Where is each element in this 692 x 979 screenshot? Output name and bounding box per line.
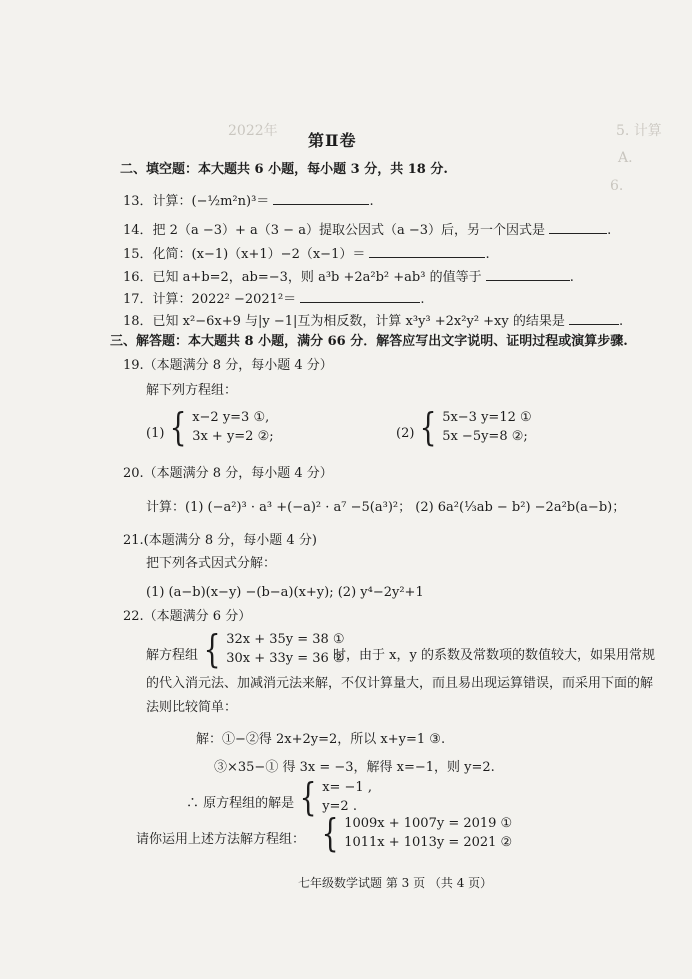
question-22-prefix: 解方程组	[146, 648, 199, 663]
question-15: 15．化简：(x−1)（x+1）−2（x−1）＝ .	[123, 247, 490, 262]
answer-blank-13[interactable]	[273, 192, 369, 205]
question-15-text: 15．化简：(x−1)（x+1）−2（x−1）＝	[123, 247, 366, 262]
equation: 3x + y=2 ②;	[192, 429, 274, 444]
equation: 5x −5y=8 ②;	[442, 429, 528, 444]
page-footer: 七年级数学试题 第 3 页 （共 4 页）	[298, 876, 493, 890]
question-20-body: 计算：(1) (−a²)³ · a³ +(−a)² · a⁷ −5(a³)²； (2) 6a²(⅓ab − b²) −2a²b(a−b)；	[146, 500, 626, 515]
question-19-heading: 19.（本题满分 8 分，每小题 4 分）	[123, 358, 333, 373]
bleed-through-a: A.	[618, 150, 633, 166]
answer-blank-15[interactable]	[369, 245, 485, 258]
brace-icon: {	[169, 405, 187, 449]
question-22-heading: 22.（本题满分 6 分）	[123, 609, 252, 624]
question-19-part1-label: (1)	[146, 426, 165, 441]
question-22-system	[200, 627, 345, 671]
question-22-tail: 时，由于 x，y 的系数及常数项的数值较大，如果用常规	[333, 648, 655, 663]
question-19-part2-label: (2)	[396, 426, 415, 441]
question-19-part1-system	[166, 405, 274, 449]
brace-icon: {	[203, 627, 221, 671]
question-14-text: 14．把 2（a −3）+ a（3 − a）提取公因式（a −3）后，另一个因式是	[123, 223, 545, 238]
answer-blank-16[interactable]	[486, 268, 570, 281]
question-17: 17．计算：2022² −2021²＝ .	[123, 292, 425, 307]
answer-blank-14[interactable]	[549, 221, 607, 234]
section-answer-heading: 三、解答题：本大题共 8 小题，满分 66 分．解答应写出文字说明、证明过程或演算步骤.	[110, 334, 628, 349]
answer-blank-17[interactable]	[300, 290, 420, 303]
answer-blank-18[interactable]	[569, 312, 619, 325]
equation: x−2 y=3 ①,	[192, 410, 270, 425]
question-21-heading: 21.(本题满分 8 分，每小题 4 分)	[123, 533, 317, 548]
equation: 30x + 33y = 36 ②	[226, 651, 345, 666]
question-16: 16．已知 a+b=2，ab=−3，则 a³b +2a²b² +ab³ 的值等于 .	[123, 270, 574, 285]
question-16-text: 16．已知 a+b=2，ab=−3，则 a³b +2a²b² +ab³ 的值等于	[123, 270, 482, 285]
bleed-through-header: 2022年	[228, 123, 278, 139]
equation: 1009x + 1007y = 2019 ①	[344, 816, 513, 831]
bleed-through-q6: 6.	[610, 178, 624, 194]
question-18-text: 18．已知 x²−6x+9 与|y −1|互为相反数，计算 x³y³ +2x²y² +xy 的结果是	[123, 314, 565, 329]
brace-icon: {	[419, 405, 437, 449]
question-20-heading: 20.（本题满分 8 分，每小题 4 分）	[123, 466, 333, 481]
question-22-line2: 的代入消元法、加减消元法来解，不仅计算量大，而且易出现运算错误，而采用下面的解	[146, 676, 654, 691]
page-title: 第Ⅱ卷	[308, 131, 357, 150]
equation: x= −1 ,	[322, 780, 372, 795]
equation: y=2 .	[322, 799, 357, 814]
question-21-instruction: 把下列各式因式分解：	[146, 556, 277, 571]
question-22-line3: 法则比较简单：	[146, 700, 238, 715]
brace-icon: {	[321, 811, 339, 855]
question-19-instruction: 解下列方程组：	[146, 383, 238, 398]
question-17-text: 17．计算：2022² −2021²＝	[123, 292, 297, 307]
equation: 5x−3 y=12 ①	[442, 410, 532, 425]
solution-step-1: 解：①−②得 2x+2y=2，所以 x+y=1 ③.	[196, 732, 446, 747]
equation: 1011x + 1013y = 2021 ②	[344, 835, 513, 850]
question-13-text: 13．计算：(−½m²n)³＝	[123, 194, 270, 209]
bleed-through-q5: 5. 计算	[616, 123, 662, 139]
question-21-body: (1) (a−b)(x−y) −(b−a)(x+y); (2) y⁴−2y²+1	[146, 585, 424, 600]
solution-step-2: ③×35−① 得 3x = −3，解得 x=−1，则 y=2.	[214, 760, 495, 775]
question-13: 13．计算：(−½m²n)³＝ .	[123, 194, 374, 209]
question-22-ask: 请你运用上述方法解方程组：	[136, 832, 306, 847]
section-fill-in-heading: 二、填空题：本大题共 6 小题，每小题 3 分，共 18 分.	[120, 162, 448, 177]
question-14: 14．把 2（a −3）+ a（3 − a）提取公因式（a −3）后，另一个因式是 .	[123, 223, 612, 238]
question-18: 18．已知 x²−6x+9 与|y −1|互为相反数，计算 x³y³ +2x²y² +xy 的结果是 .	[123, 314, 624, 329]
solution-result-prefix: ∴ 原方程组的解是	[186, 796, 295, 811]
brace-icon: {	[299, 775, 317, 819]
question-19-part2-system	[416, 405, 532, 449]
question-22-ask-system	[318, 811, 513, 855]
equation: 32x + 35y = 38 ①	[226, 632, 345, 647]
